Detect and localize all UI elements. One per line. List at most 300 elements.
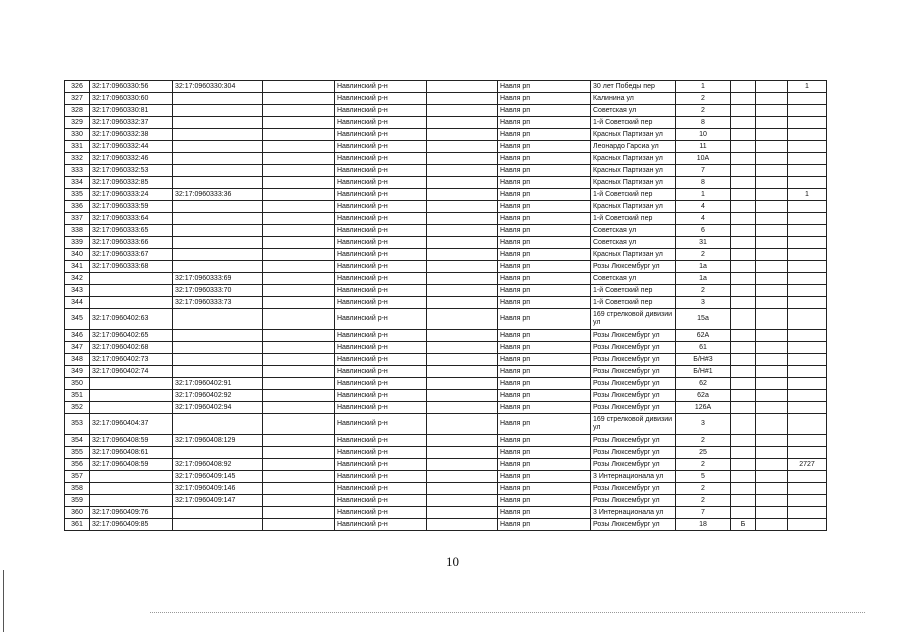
cell-street: 169 стрелковой дивизии ул bbox=[591, 309, 676, 330]
cell-house: 10 bbox=[676, 129, 731, 141]
cell-blank-col-e bbox=[427, 141, 498, 153]
cell-blank-col-e bbox=[427, 435, 498, 447]
cell-cadastral-number: 32:17:0960408:61 bbox=[90, 447, 173, 459]
cell-blank-col-e bbox=[427, 117, 498, 129]
cell-row-number: 361 bbox=[65, 519, 90, 531]
cell-building bbox=[731, 495, 756, 507]
cell-district: Навлинский р-н bbox=[335, 390, 427, 402]
cell-district: Навлинский р-н bbox=[335, 342, 427, 354]
cell-row-number: 355 bbox=[65, 447, 90, 459]
cell-blank-col-e bbox=[427, 177, 498, 189]
cell-settlement: Навля рп bbox=[498, 330, 591, 342]
cell-cadastral-number bbox=[90, 471, 173, 483]
cell-blank-col-j bbox=[756, 177, 788, 189]
cell-street: Леонардо Гарсиа ул bbox=[591, 141, 676, 153]
cell-cadastral-number: 32:17:0960330:56 bbox=[90, 81, 173, 93]
cell-blank-col-c bbox=[263, 483, 335, 495]
cell-district: Навлинский р-н bbox=[335, 519, 427, 531]
cell-house: 7 bbox=[676, 507, 731, 519]
cell-cadastral-number bbox=[90, 285, 173, 297]
cell-settlement: Навля рп bbox=[498, 225, 591, 237]
cell-street: 169 стрелковой дивизии ул bbox=[591, 414, 676, 435]
cell-district: Навлинский р-н bbox=[335, 129, 427, 141]
cell-house: 15а bbox=[676, 309, 731, 330]
cell-cadastral-number: 32:17:0960408:59 bbox=[90, 459, 173, 471]
cell-blank-col-c bbox=[263, 129, 335, 141]
cell-row-number: 333 bbox=[65, 165, 90, 177]
cell-street: Красных Партизан ул bbox=[591, 177, 676, 189]
table-row bbox=[65, 213, 827, 225]
cell-extra-value bbox=[788, 366, 827, 378]
cell-house: 1 bbox=[676, 189, 731, 201]
cell-house: 3 bbox=[676, 297, 731, 309]
cell-blank-col-j bbox=[756, 249, 788, 261]
cell-street: Розы Люксембург ул bbox=[591, 366, 676, 378]
cell-blank-col-j bbox=[756, 165, 788, 177]
cell-extra-value bbox=[788, 447, 827, 459]
cell-linked-cadastral-number bbox=[173, 366, 263, 378]
cell-blank-col-j bbox=[756, 237, 788, 249]
cell-building bbox=[731, 471, 756, 483]
cell-settlement: Навля рп bbox=[498, 342, 591, 354]
cell-district: Навлинский р-н bbox=[335, 189, 427, 201]
cell-settlement: Навля рп bbox=[498, 414, 591, 435]
cell-building bbox=[731, 435, 756, 447]
cell-linked-cadastral-number bbox=[173, 213, 263, 225]
cell-street: Розы Люксембург ул bbox=[591, 390, 676, 402]
table-row bbox=[65, 309, 827, 330]
cell-extra-value bbox=[788, 330, 827, 342]
cell-row-number: 339 bbox=[65, 237, 90, 249]
cell-blank-col-j bbox=[756, 129, 788, 141]
cell-blank-col-e bbox=[427, 225, 498, 237]
cell-cadastral-number: 32:17:0960402:63 bbox=[90, 309, 173, 330]
cell-street: Розы Люксембург ул bbox=[591, 483, 676, 495]
cell-street: Калинина ул bbox=[591, 93, 676, 105]
cell-extra-value bbox=[788, 201, 827, 213]
cell-blank-col-e bbox=[427, 105, 498, 117]
table-row bbox=[65, 285, 827, 297]
cell-extra-value bbox=[788, 483, 827, 495]
table-row bbox=[65, 129, 827, 141]
scan-edge-mark bbox=[3, 570, 4, 632]
cell-extra-value bbox=[788, 165, 827, 177]
cell-building bbox=[731, 459, 756, 471]
cell-building bbox=[731, 285, 756, 297]
cell-settlement: Навля рп bbox=[498, 471, 591, 483]
cell-building bbox=[731, 309, 756, 330]
cell-blank-col-j bbox=[756, 201, 788, 213]
cell-blank-col-c bbox=[263, 105, 335, 117]
cell-building bbox=[731, 249, 756, 261]
cell-street: Красных Партизан ул bbox=[591, 153, 676, 165]
cell-linked-cadastral-number: 32:17:0960409:147 bbox=[173, 495, 263, 507]
cell-building bbox=[731, 189, 756, 201]
cell-house: 4 bbox=[676, 201, 731, 213]
cell-linked-cadastral-number bbox=[173, 93, 263, 105]
cell-blank-col-c bbox=[263, 141, 335, 153]
cell-building bbox=[731, 117, 756, 129]
cell-building bbox=[731, 390, 756, 402]
cell-blank-col-c bbox=[263, 402, 335, 414]
cell-settlement: Навля рп bbox=[498, 447, 591, 459]
cell-blank-col-c bbox=[263, 189, 335, 201]
cell-building bbox=[731, 297, 756, 309]
cell-building bbox=[731, 105, 756, 117]
cell-cadastral-number: 32:17:0960333:24 bbox=[90, 189, 173, 201]
cell-settlement: Навля рп bbox=[498, 354, 591, 366]
cell-extra-value bbox=[788, 471, 827, 483]
cell-row-number: 342 bbox=[65, 273, 90, 285]
scan-footer-noise bbox=[150, 612, 865, 613]
cell-house: 61 bbox=[676, 342, 731, 354]
cell-blank-col-j bbox=[756, 330, 788, 342]
cell-blank-col-j bbox=[756, 189, 788, 201]
cell-house: Б/Н#3 bbox=[676, 354, 731, 366]
cell-extra-value bbox=[788, 342, 827, 354]
cell-settlement: Навля рп bbox=[498, 261, 591, 273]
cell-district: Навлинский р-н bbox=[335, 165, 427, 177]
table-row bbox=[65, 93, 827, 105]
cell-cadastral-number: 32:17:0960333:64 bbox=[90, 213, 173, 225]
cell-blank-col-j bbox=[756, 273, 788, 285]
cell-cadastral-number bbox=[90, 378, 173, 390]
cell-blank-col-j bbox=[756, 507, 788, 519]
cell-district: Навлинский р-н bbox=[335, 483, 427, 495]
cell-building bbox=[731, 354, 756, 366]
cell-linked-cadastral-number bbox=[173, 519, 263, 531]
cell-house: 62А bbox=[676, 330, 731, 342]
cell-blank-col-e bbox=[427, 249, 498, 261]
cell-blank-col-j bbox=[756, 309, 788, 330]
cell-blank-col-e bbox=[427, 354, 498, 366]
cell-blank-col-e bbox=[427, 483, 498, 495]
cell-street: Советская ул bbox=[591, 273, 676, 285]
table-row bbox=[65, 366, 827, 378]
cell-row-number: 357 bbox=[65, 471, 90, 483]
table-row bbox=[65, 273, 827, 285]
cell-blank-col-c bbox=[263, 261, 335, 273]
cell-blank-col-j bbox=[756, 471, 788, 483]
cell-settlement: Навля рп bbox=[498, 189, 591, 201]
cell-settlement: Навля рп bbox=[498, 141, 591, 153]
cell-blank-col-c bbox=[263, 213, 335, 225]
cell-district: Навлинский р-н bbox=[335, 435, 427, 447]
cell-row-number: 350 bbox=[65, 378, 90, 390]
cell-building bbox=[731, 261, 756, 273]
cell-building bbox=[731, 237, 756, 249]
cell-settlement: Навля рп bbox=[498, 402, 591, 414]
table-row bbox=[65, 447, 827, 459]
cell-house: 2 bbox=[676, 285, 731, 297]
table-row bbox=[65, 402, 827, 414]
cell-blank-col-j bbox=[756, 93, 788, 105]
cell-building bbox=[731, 366, 756, 378]
cell-cadastral-number: 32:17:0960409:85 bbox=[90, 519, 173, 531]
table-body bbox=[65, 81, 827, 531]
cell-linked-cadastral-number bbox=[173, 309, 263, 330]
cell-linked-cadastral-number: 32:17:0960333:73 bbox=[173, 297, 263, 309]
cell-cadastral-number: 32:17:0960330:81 bbox=[90, 105, 173, 117]
cell-linked-cadastral-number bbox=[173, 225, 263, 237]
cell-district: Навлинский р-н bbox=[335, 237, 427, 249]
cell-settlement: Навля рп bbox=[498, 483, 591, 495]
property-register-table bbox=[64, 80, 827, 531]
cell-blank-col-j bbox=[756, 117, 788, 129]
cell-cadastral-number: 32:17:0960333:59 bbox=[90, 201, 173, 213]
cell-street: 1-й Советский пер bbox=[591, 189, 676, 201]
cell-street: 1-й Советский пер bbox=[591, 285, 676, 297]
table-row bbox=[65, 177, 827, 189]
cell-blank-col-c bbox=[263, 495, 335, 507]
cell-row-number: 345 bbox=[65, 309, 90, 330]
cell-blank-col-j bbox=[756, 225, 788, 237]
cell-blank-col-c bbox=[263, 414, 335, 435]
cell-settlement: Навля рп bbox=[498, 165, 591, 177]
cell-street: 30 лет Победы пер bbox=[591, 81, 676, 93]
cell-cadastral-number: 32:17:0960332:46 bbox=[90, 153, 173, 165]
cell-house: 4 bbox=[676, 213, 731, 225]
cell-street: Розы Люксембург ул bbox=[591, 435, 676, 447]
table-row bbox=[65, 459, 827, 471]
cell-blank-col-c bbox=[263, 309, 335, 330]
cell-blank-col-e bbox=[427, 273, 498, 285]
cell-district: Навлинский р-н bbox=[335, 225, 427, 237]
cell-settlement: Навля рп bbox=[498, 177, 591, 189]
cell-blank-col-e bbox=[427, 189, 498, 201]
cell-settlement: Навля рп bbox=[498, 105, 591, 117]
cell-blank-col-c bbox=[263, 342, 335, 354]
cell-linked-cadastral-number: 32:17:0960333:36 bbox=[173, 189, 263, 201]
cell-linked-cadastral-number bbox=[173, 414, 263, 435]
cell-row-number: 332 bbox=[65, 153, 90, 165]
cell-blank-col-c bbox=[263, 201, 335, 213]
cell-blank-col-e bbox=[427, 342, 498, 354]
cell-row-number: 354 bbox=[65, 435, 90, 447]
cell-blank-col-c bbox=[263, 435, 335, 447]
cell-house: 2 bbox=[676, 495, 731, 507]
cell-building bbox=[731, 483, 756, 495]
cell-district: Навлинский р-н bbox=[335, 459, 427, 471]
cell-street: Красных Партизан ул bbox=[591, 201, 676, 213]
table-row bbox=[65, 297, 827, 309]
cell-building bbox=[731, 177, 756, 189]
cell-row-number: 359 bbox=[65, 495, 90, 507]
cell-blank-col-j bbox=[756, 366, 788, 378]
cell-house: 126А bbox=[676, 402, 731, 414]
cell-extra-value bbox=[788, 249, 827, 261]
cell-street: Советская ул bbox=[591, 225, 676, 237]
cell-street: Красных Партизан ул bbox=[591, 165, 676, 177]
cell-district: Навлинский р-н bbox=[335, 330, 427, 342]
cell-district: Навлинский р-н bbox=[335, 507, 427, 519]
cell-blank-col-e bbox=[427, 378, 498, 390]
cell-building bbox=[731, 330, 756, 342]
cell-district: Навлинский р-н bbox=[335, 117, 427, 129]
cell-district: Навлинский р-н bbox=[335, 153, 427, 165]
cell-settlement: Навля рп bbox=[498, 435, 591, 447]
cell-house: 11 bbox=[676, 141, 731, 153]
cell-settlement: Навля рп bbox=[498, 378, 591, 390]
cell-settlement: Навля рп bbox=[498, 390, 591, 402]
cell-cadastral-number: 32:17:0960408:59 bbox=[90, 435, 173, 447]
cell-blank-col-c bbox=[263, 81, 335, 93]
cell-cadastral-number: 32:17:0960332:53 bbox=[90, 165, 173, 177]
cell-blank-col-j bbox=[756, 459, 788, 471]
cell-blank-col-c bbox=[263, 249, 335, 261]
cell-cadastral-number: 32:17:0960332:44 bbox=[90, 141, 173, 153]
cell-blank-col-j bbox=[756, 105, 788, 117]
cell-district: Навлинский р-н bbox=[335, 402, 427, 414]
cell-district: Навлинский р-н bbox=[335, 495, 427, 507]
cell-settlement: Навля рп bbox=[498, 153, 591, 165]
cell-linked-cadastral-number bbox=[173, 237, 263, 249]
cell-street: Розы Люксембург ул bbox=[591, 447, 676, 459]
cell-street: Розы Люксембург ул bbox=[591, 519, 676, 531]
table-row bbox=[65, 237, 827, 249]
cell-cadastral-number: 32:17:0960333:65 bbox=[90, 225, 173, 237]
cell-street: Розы Люксембург ул bbox=[591, 459, 676, 471]
cell-blank-col-j bbox=[756, 495, 788, 507]
cell-blank-col-c bbox=[263, 390, 335, 402]
cell-blank-col-e bbox=[427, 309, 498, 330]
cell-blank-col-j bbox=[756, 342, 788, 354]
cell-row-number: 340 bbox=[65, 249, 90, 261]
cell-district: Навлинский р-н bbox=[335, 354, 427, 366]
cell-blank-col-e bbox=[427, 129, 498, 141]
cell-building bbox=[731, 447, 756, 459]
cell-extra-value bbox=[788, 105, 827, 117]
cell-district: Навлинский р-н bbox=[335, 471, 427, 483]
table-row bbox=[65, 165, 827, 177]
cell-house: 5 bbox=[676, 471, 731, 483]
cell-blank-col-e bbox=[427, 507, 498, 519]
table-row bbox=[65, 330, 827, 342]
cell-cadastral-number: 32:17:0960402:65 bbox=[90, 330, 173, 342]
table-row bbox=[65, 249, 827, 261]
cell-settlement: Навля рп bbox=[498, 249, 591, 261]
cell-linked-cadastral-number bbox=[173, 342, 263, 354]
cell-extra-value bbox=[788, 390, 827, 402]
cell-building bbox=[731, 213, 756, 225]
cell-extra-value bbox=[788, 177, 827, 189]
cell-extra-value bbox=[788, 402, 827, 414]
cell-row-number: 353 bbox=[65, 414, 90, 435]
cell-building bbox=[731, 165, 756, 177]
cell-building bbox=[731, 273, 756, 285]
cell-street: Розы Люксембург ул bbox=[591, 495, 676, 507]
cell-row-number: 358 bbox=[65, 483, 90, 495]
cell-blank-col-j bbox=[756, 81, 788, 93]
cell-linked-cadastral-number bbox=[173, 507, 263, 519]
cell-building bbox=[731, 129, 756, 141]
cell-blank-col-c bbox=[263, 117, 335, 129]
cell-extra-value bbox=[788, 414, 827, 435]
cell-building bbox=[731, 414, 756, 435]
table-row bbox=[65, 483, 827, 495]
cell-linked-cadastral-number bbox=[173, 153, 263, 165]
table-row bbox=[65, 105, 827, 117]
cell-district: Навлинский р-н bbox=[335, 273, 427, 285]
cell-building bbox=[731, 201, 756, 213]
cell-cadastral-number bbox=[90, 297, 173, 309]
cell-extra-value bbox=[788, 297, 827, 309]
cell-district: Навлинский р-н bbox=[335, 297, 427, 309]
cell-row-number: 351 bbox=[65, 390, 90, 402]
cell-blank-col-j bbox=[756, 414, 788, 435]
cell-extra-value bbox=[788, 285, 827, 297]
cell-house: 2 bbox=[676, 93, 731, 105]
cell-cadastral-number: 32:17:0960332:38 bbox=[90, 129, 173, 141]
cell-extra-value bbox=[788, 261, 827, 273]
table-row bbox=[65, 354, 827, 366]
cell-blank-col-c bbox=[263, 225, 335, 237]
cell-blank-col-j bbox=[756, 213, 788, 225]
cell-cadastral-number: 32:17:0960332:37 bbox=[90, 117, 173, 129]
table-row bbox=[65, 153, 827, 165]
cell-cadastral-number bbox=[90, 483, 173, 495]
cell-house: 2 bbox=[676, 459, 731, 471]
cell-district: Навлинский р-н bbox=[335, 447, 427, 459]
cell-blank-col-c bbox=[263, 447, 335, 459]
cell-blank-col-j bbox=[756, 402, 788, 414]
cell-street: 3 Интернационала ул bbox=[591, 471, 676, 483]
cell-cadastral-number: 32:17:0960333:68 bbox=[90, 261, 173, 273]
cell-street: 1-й Советский пер bbox=[591, 297, 676, 309]
cell-linked-cadastral-number: 32:17:0960402:94 bbox=[173, 402, 263, 414]
cell-linked-cadastral-number: 32:17:0960402:92 bbox=[173, 390, 263, 402]
cell-house: 1а bbox=[676, 273, 731, 285]
table-row bbox=[65, 390, 827, 402]
cell-cadastral-number: 32:17:0960333:67 bbox=[90, 249, 173, 261]
cell-linked-cadastral-number: 32:17:0960408:92 bbox=[173, 459, 263, 471]
cell-settlement: Навля рп bbox=[498, 213, 591, 225]
cell-blank-col-c bbox=[263, 519, 335, 531]
cell-blank-col-c bbox=[263, 330, 335, 342]
cell-building bbox=[731, 93, 756, 105]
cell-house: 2 bbox=[676, 249, 731, 261]
cell-district: Навлинский р-н bbox=[335, 378, 427, 390]
cell-blank-col-c bbox=[263, 354, 335, 366]
cell-district: Навлинский р-н bbox=[335, 201, 427, 213]
cell-district: Навлинский р-н bbox=[335, 141, 427, 153]
cell-cadastral-number: 32:17:0960402:68 bbox=[90, 342, 173, 354]
cell-building bbox=[731, 402, 756, 414]
cell-settlement: Навля рп bbox=[498, 459, 591, 471]
table-row bbox=[65, 261, 827, 273]
cell-street: Розы Люксембург ул bbox=[591, 378, 676, 390]
cell-blank-col-e bbox=[427, 261, 498, 273]
cell-district: Навлинский р-н bbox=[335, 177, 427, 189]
cell-street: Красных Партизан ул bbox=[591, 129, 676, 141]
cell-extra-value bbox=[788, 354, 827, 366]
cell-row-number: 352 bbox=[65, 402, 90, 414]
cell-blank-col-e bbox=[427, 93, 498, 105]
cell-extra-value bbox=[788, 213, 827, 225]
cell-settlement: Навля рп bbox=[498, 117, 591, 129]
cell-building bbox=[731, 225, 756, 237]
cell-building bbox=[731, 141, 756, 153]
cell-extra-value bbox=[788, 435, 827, 447]
cell-blank-col-e bbox=[427, 471, 498, 483]
cell-cadastral-number: 32:17:0960402:73 bbox=[90, 354, 173, 366]
table-row bbox=[65, 117, 827, 129]
cell-blank-col-j bbox=[756, 354, 788, 366]
cell-blank-col-j bbox=[756, 447, 788, 459]
cell-district: Навлинский р-н bbox=[335, 105, 427, 117]
cell-row-number: 327 bbox=[65, 93, 90, 105]
table-row bbox=[65, 414, 827, 435]
